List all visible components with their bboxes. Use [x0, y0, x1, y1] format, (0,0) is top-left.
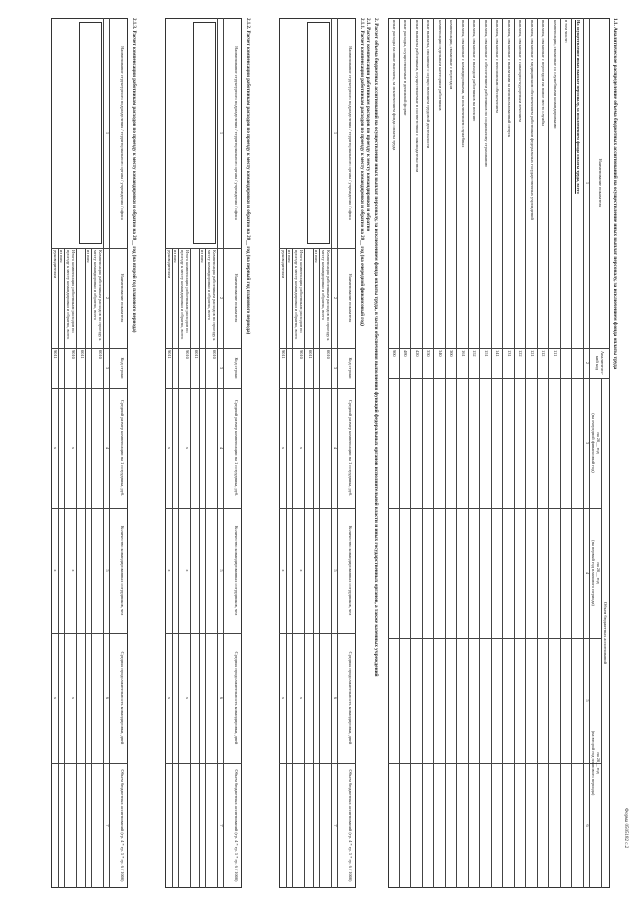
- calc-row-code: 9010: [299, 350, 304, 359]
- calc-value-cell[interactable]: [206, 763, 218, 888]
- column-number: 2: [585, 361, 590, 365]
- section1-value-cell[interactable]: [515, 763, 527, 888]
- calc-col-number: 5: [105, 569, 110, 572]
- calc-value-cell[interactable]: [314, 508, 320, 633]
- section1-row-code: 112: [541, 350, 547, 357]
- calc-value-cell[interactable]: x: [53, 446, 58, 450]
- calc-row-code: 0011: [80, 350, 85, 359]
- calc-value-cell[interactable]: [86, 508, 92, 633]
- section1-value-cell[interactable]: [527, 638, 539, 763]
- section1-value-cell[interactable]: [446, 638, 458, 763]
- column-number: 5: [585, 699, 590, 702]
- calc-value-cell[interactable]: [279, 763, 287, 888]
- form-number: Форма 0505182 с.2: [623, 808, 628, 849]
- section1-row-name: выплаты, связанные с санаторно-курортным лечением: [518, 20, 524, 122]
- calc-value-cell[interactable]: [77, 508, 86, 633]
- calc-value-cell[interactable]: x: [299, 446, 304, 450]
- calc-value-cell[interactable]: [59, 388, 65, 508]
- subdivision-input[interactable]: [79, 22, 102, 244]
- section1-value-cell[interactable]: [469, 763, 481, 888]
- section1-row-name: выплаты, связанные с выходом работников на пенсию: [472, 20, 478, 122]
- calc-col-number: 6: [333, 696, 338, 700]
- section1-row-name: компенсации, связанные со служебными командировками: [553, 20, 558, 129]
- calc-head-cell: Средний размер компенсации на 1 сотрудника, руб.: [120, 399, 125, 497]
- section1-value-cell[interactable]: [573, 378, 585, 508]
- calc-col-number: 6: [219, 696, 224, 700]
- calc-value-cell[interactable]: [293, 763, 305, 888]
- calc-head-cell: Количество командированных сотрудников, чел: [120, 525, 125, 616]
- calc-row-name: руководителям: [167, 250, 172, 278]
- calc-head-cell: Средний размер компенсации на 1 сотрудника, руб.: [234, 399, 239, 497]
- section1-value-cell[interactable]: [527, 763, 539, 888]
- section1-value-cell[interactable]: [435, 508, 447, 638]
- section1-row-code: 420: [415, 350, 420, 357]
- section1-value-cell[interactable]: [561, 638, 573, 763]
- section1-value-cell[interactable]: [389, 378, 401, 508]
- section1-row-name: компенсации отдельным категориям работников: [438, 20, 443, 111]
- calc-col-number: 4: [219, 446, 224, 450]
- calc-value-cell[interactable]: [305, 388, 314, 508]
- calc-value-cell[interactable]: [92, 763, 104, 888]
- head-year2-sub: (на первый год планового периода): [591, 540, 596, 606]
- section1-value-cell[interactable]: [515, 508, 527, 638]
- calc-value-cell[interactable]: x: [281, 696, 286, 700]
- calc-col-number: 2: [105, 296, 110, 300]
- section1-value-cell[interactable]: [561, 763, 573, 888]
- calc-value-cell[interactable]: x: [53, 696, 58, 700]
- calc-value-cell[interactable]: [287, 508, 293, 633]
- section1-value-cell[interactable]: [400, 638, 412, 763]
- section1-row-code: 350: [426, 350, 432, 357]
- section1-value-cell[interactable]: [435, 378, 447, 508]
- section1-value-cell[interactable]: [458, 638, 470, 763]
- calc-row-name: Итого компенсация работникам расходов по проезду к месту командировки и обратно, всего: [294, 250, 304, 340]
- calc-value-cell[interactable]: [191, 633, 200, 763]
- column-number: 3: [585, 441, 590, 445]
- calc-value-cell[interactable]: x: [167, 446, 172, 450]
- calc-value-cell[interactable]: [320, 388, 332, 508]
- calc-value-cell[interactable]: x: [281, 446, 286, 450]
- section1-value-cell[interactable]: [538, 638, 550, 763]
- calc-value-cell[interactable]: [320, 508, 332, 633]
- section1-value-cell[interactable]: [435, 763, 447, 888]
- section1-value-cell[interactable]: [458, 378, 470, 508]
- calc-value-cell[interactable]: [200, 388, 206, 508]
- calc-value-cell[interactable]: [314, 388, 320, 508]
- calc-value-cell[interactable]: [165, 763, 173, 888]
- calc-value-cell[interactable]: [206, 633, 218, 763]
- calc-value-cell[interactable]: [65, 763, 77, 888]
- calc-value-cell[interactable]: [77, 763, 86, 888]
- subdivision-input[interactable]: [307, 22, 330, 244]
- calc-row-name: Компенсация работникам расходов по проезду к месту командировки и обратно, всего: [321, 250, 331, 341]
- calc-value-cell[interactable]: [173, 763, 179, 888]
- head-year3: на 20__ год: [596, 752, 601, 774]
- calc-row-name: руководителям: [53, 250, 58, 278]
- calc-head-cell: Наименование показателя: [120, 273, 125, 323]
- calc-row-name: из них:: [86, 250, 91, 264]
- calc-col-number: 4: [105, 446, 110, 450]
- calc-col-number: 5: [219, 569, 224, 572]
- section1-value-cell[interactable]: [573, 763, 585, 888]
- calc-value-cell[interactable]: [59, 633, 65, 763]
- subdivision-input[interactable]: [193, 22, 216, 244]
- section1-row-code: 152: [472, 350, 478, 357]
- section1-row-name: выплаты, связанные с обеспечением работников по социальному страхованию: [484, 20, 489, 167]
- calc-head-cell: Средняя продолжительность командировки, дней: [348, 651, 353, 745]
- calc-head-cell: Объем бюджетных ассигнований (гр. 4 * гр. 5 * гр. 6 / 1000): [120, 769, 125, 882]
- calc-value-cell[interactable]: [173, 633, 179, 763]
- head-name: Наименование показателя: [598, 158, 603, 208]
- section1-value-cell[interactable]: [573, 508, 585, 638]
- calc-value-cell[interactable]: [314, 633, 320, 763]
- section1-value-cell[interactable]: [550, 638, 562, 763]
- calc-row-name: [77, 248, 86, 348]
- calc-value-cell[interactable]: [86, 633, 92, 763]
- calc-value-cell[interactable]: [191, 508, 200, 633]
- section1-value-cell[interactable]: [469, 638, 481, 763]
- calc-value-cell[interactable]: [86, 763, 92, 888]
- calc-value-cell[interactable]: [305, 763, 314, 888]
- calc-head-cell: Наименование структурного подразделения / территориального органа / учреждения / офиса: [234, 46, 239, 220]
- calc-head-cell: Средний размер компенсации на 1 сотрудника, руб.: [348, 399, 353, 497]
- section1-value-cell[interactable]: [423, 508, 435, 638]
- form-page: [22, 18, 628, 888]
- calc-value-cell[interactable]: [287, 388, 293, 508]
- calc-row-code: 9010: [71, 350, 76, 359]
- calc-row-name: из них:: [314, 250, 319, 264]
- calc-head-cell: Количество командированных сотрудников, чел: [348, 525, 353, 616]
- calc-value-cell[interactable]: x: [281, 569, 286, 572]
- section1-value-cell[interactable]: [538, 508, 550, 638]
- section1-row-code: [573, 348, 583, 378]
- section1-value-cell[interactable]: [550, 763, 562, 888]
- section1-value-cell[interactable]: [504, 763, 516, 888]
- calc-value-cell[interactable]: x: [185, 446, 190, 450]
- calc-row-name: из них:: [173, 250, 178, 264]
- calc-value-cell[interactable]: [77, 388, 86, 508]
- head-year1: на 20__ год: [596, 432, 601, 454]
- section1-value-cell[interactable]: [504, 638, 516, 763]
- calc-row-code: 0010: [212, 350, 217, 359]
- section1-value-cell[interactable]: [550, 508, 562, 638]
- section1-value-cell[interactable]: [492, 378, 504, 508]
- calc-value-cell[interactable]: [59, 763, 65, 888]
- column-number: 1: [585, 181, 590, 185]
- section1-value-cell[interactable]: [481, 763, 493, 888]
- calc-row-name: Итого компенсация работникам расходов по проезду к месту командировки и обратно, всего: [180, 250, 190, 340]
- section1-title: 1.1. Аналитическое распределение объема бюджетных ассигнований на осуществление иных выплат персоналу, за исключением фонда оплаты труда: [612, 18, 618, 370]
- section1-row-code: [561, 348, 571, 378]
- calc-row-code: 9010: [185, 350, 190, 359]
- section1-value-cell[interactable]: [481, 638, 493, 763]
- calc-row-code: 0010: [326, 350, 331, 359]
- calc-value-cell[interactable]: x: [71, 569, 76, 572]
- calc-row-code: 9011: [281, 350, 286, 359]
- calc-table-title: 2.1.3. Расчет компенсации работникам расходов по проезду к месту командировки и обратно на 20__ год (на второй год планового периода): [131, 18, 136, 333]
- section1-row-code: 300: [449, 350, 455, 357]
- section1-value-cell[interactable]: [481, 378, 493, 508]
- section2-title: 2. Расчет объема бюджетных ассигнований на осуществление иных выплат персоналу, за исключением фонда оплаты труда, в части обеспечения выполнения функций федеральных органов исполнительной власти и иных государственных органов, а также казенных учреждений: [373, 18, 379, 677]
- section1-value-cell[interactable]: [423, 763, 435, 888]
- calc-head-cell: Средняя продолжительность командировки, дней: [234, 651, 239, 745]
- calc-row-name: из них:: [59, 250, 64, 264]
- column-number: 4: [585, 571, 590, 575]
- calc-value-cell[interactable]: [92, 388, 104, 508]
- calc-col-number: 7: [333, 824, 338, 827]
- section1-row-code: 121: [530, 350, 535, 357]
- calc-row-code: [200, 348, 206, 388]
- section1-row-name: иные расходы, осуществляемые в денежной форме: [403, 20, 409, 116]
- section1-row-name: выплаты, связанные с командировками, за исключением служебных: [461, 20, 466, 148]
- section1-row-code: 161: [461, 350, 466, 357]
- calc-value-cell[interactable]: [51, 763, 59, 888]
- section1-value-cell[interactable]: [389, 508, 401, 638]
- calc-col-number: 2: [333, 296, 338, 300]
- section1-value-cell[interactable]: [458, 508, 470, 638]
- head-code: Аналитичес-кий код: [595, 351, 605, 375]
- section1-value-cell[interactable]: [400, 763, 412, 888]
- calc-value-cell[interactable]: [92, 508, 104, 633]
- section1-row-code: 122: [518, 350, 524, 357]
- calc-row-name: Компенсация работникам расходов по проезду к месту командировки и обратно, всего: [93, 250, 103, 341]
- calc-value-cell[interactable]: [191, 763, 200, 888]
- section1-value-cell[interactable]: [412, 378, 424, 508]
- calc-col-number: 7: [105, 824, 110, 827]
- section1-row-name: выплаты, связанные с выплатами за неиспользованный отпуск: [507, 20, 512, 138]
- section1-row-code: 340: [438, 350, 443, 357]
- calc-value-cell[interactable]: [305, 633, 314, 763]
- calc-col-number: 1: [333, 131, 338, 135]
- calc-head-cell: Код строки: [120, 357, 125, 379]
- section1-value-cell[interactable]: [412, 763, 424, 888]
- calc-row-code: [59, 348, 65, 388]
- section1-row-code: 900: [392, 350, 397, 357]
- calc-value-cell[interactable]: [206, 388, 218, 508]
- calc-head-cell: Объем бюджетных ассигнований (гр. 4 * гр. 5 * гр. 6 / 1000): [348, 769, 353, 882]
- calc-value-cell[interactable]: [77, 633, 86, 763]
- calc-row-code: [314, 348, 320, 388]
- section1-row-code: 111: [553, 350, 558, 357]
- section1-value-cell[interactable]: [412, 638, 424, 763]
- section1-value-cell[interactable]: [469, 378, 481, 508]
- calc-value-cell[interactable]: [320, 633, 332, 763]
- calc-value-cell[interactable]: x: [71, 446, 76, 450]
- head-year2: на 20__ год: [596, 562, 601, 584]
- section1-value-cell[interactable]: [412, 508, 424, 638]
- section1-row-name: На осуществление иных выплат персоналу, за исключением фонда оплаты труда, всего: [576, 20, 581, 194]
- calc-row-name: [305, 248, 314, 348]
- calc-row-code: 0011: [194, 350, 199, 359]
- calc-head-cell: Наименование структурного подразделения / территориального органа / учреждения / офиса: [348, 46, 353, 220]
- head-obem: Объем бюджетных ассигнований: [603, 602, 608, 664]
- calc-value-cell[interactable]: x: [185, 696, 190, 700]
- calc-head-cell: Объем бюджетных ассигнований (гр. 4 * гр. 5 * гр. 6 / 1000): [234, 769, 239, 882]
- section1-value-cell[interactable]: [446, 378, 458, 508]
- calc-value-cell[interactable]: [173, 508, 179, 633]
- calc-value-cell[interactable]: [305, 508, 314, 633]
- calc-value-cell[interactable]: x: [299, 696, 304, 700]
- column-number: 6: [585, 824, 590, 827]
- calc-row-code: 0011: [308, 350, 313, 359]
- head-year1-sub: (на очередной финансовый год): [591, 413, 596, 473]
- calc-head-cell: Средняя продолжительность командировки, дней: [120, 651, 125, 745]
- head-year3-sub: (на второй год планового периода): [591, 730, 596, 796]
- section1-row-name: выплаты, связанные с медицинским обеспечением работников федеральных государственных учреждений: [530, 20, 535, 220]
- calc-col-number: 7: [219, 824, 224, 827]
- section1-value-cell[interactable]: [423, 638, 435, 763]
- calc-head-cell: Наименование показателя: [348, 273, 353, 323]
- calc-value-cell[interactable]: [191, 388, 200, 508]
- calc-value-cell[interactable]: x: [167, 696, 172, 700]
- calc-row-name: из них:: [287, 250, 292, 264]
- calc-value-cell[interactable]: [320, 763, 332, 888]
- calc-value-cell[interactable]: [287, 633, 293, 763]
- calc-value-cell[interactable]: [86, 388, 92, 508]
- section1-value-cell[interactable]: [446, 508, 458, 638]
- calc-row-code: [287, 348, 293, 388]
- section1-value-cell[interactable]: [527, 508, 539, 638]
- section1-value-cell[interactable]: [561, 378, 573, 508]
- section1-row-name: выплаты, связанные с пенсионным обеспечением: [495, 20, 501, 113]
- section1-value-cell[interactable]: [573, 638, 585, 763]
- calc-value-cell[interactable]: [200, 633, 206, 763]
- calc-value-cell[interactable]: [179, 763, 191, 888]
- calc-table-title: 2.1.2. Расчет компенсации работникам расходов по проезду к месту командировки и обратно на 20__ год (на первый год планового периода): [245, 18, 250, 335]
- section1-value-cell[interactable]: [469, 508, 481, 638]
- calc-row-name: Итого компенсация работникам расходов по проезду к месту командировки и обратно, всего: [66, 250, 76, 340]
- section1-value-cell[interactable]: [504, 508, 516, 638]
- section1-row-code: 151: [484, 350, 489, 357]
- calc-row-code: [86, 348, 92, 388]
- section1-value-cell[interactable]: [492, 763, 504, 888]
- calc-value-cell[interactable]: x: [71, 696, 76, 700]
- section1-value-cell[interactable]: [504, 378, 516, 508]
- section1-row-name: выплаты, связанные с переездом на новое место службы: [541, 20, 547, 126]
- calc-col-number: 2: [219, 296, 224, 300]
- calc-row-name: Компенсация работникам расходов по проезду к месту командировки и обратно, всего: [207, 250, 217, 341]
- section1-value-cell[interactable]: [435, 638, 447, 763]
- calc-value-cell[interactable]: [206, 508, 218, 633]
- calc-row-name: из них:: [200, 250, 205, 264]
- calc-value-cell[interactable]: [200, 508, 206, 633]
- calc-col-number: 3: [219, 366, 224, 370]
- section1-value-cell[interactable]: [515, 378, 527, 508]
- calc-value-cell[interactable]: [287, 763, 293, 888]
- calc-head-cell: Наименование структурного подразделения / территориального органа / учреждения / офиса: [120, 46, 125, 220]
- calc-value-cell[interactable]: [59, 508, 65, 633]
- section1-value-cell[interactable]: [538, 378, 550, 508]
- calc-col-number: 1: [219, 131, 224, 135]
- calc-value-cell[interactable]: x: [167, 569, 172, 572]
- calc-col-number: 1: [105, 131, 110, 135]
- section1-value-cell[interactable]: [481, 508, 493, 638]
- calc-value-cell[interactable]: [92, 633, 104, 763]
- calc-row-code: 9011: [53, 350, 58, 359]
- section1-value-cell[interactable]: [492, 638, 504, 763]
- calc-head-cell: Количество командированных сотрудников, чел: [234, 525, 239, 616]
- calc-value-cell[interactable]: [200, 763, 206, 888]
- section1-row-name: в том числе:: [564, 20, 570, 43]
- section1-row-code: 141: [495, 350, 501, 357]
- section1-row-name: иные выплаты работникам, осуществляемые в соответствии с законодательством: [415, 20, 420, 173]
- calc-col-number: 6: [105, 696, 110, 700]
- calc-row-name: руководителям: [281, 250, 286, 278]
- section1-value-cell[interactable]: [550, 378, 562, 508]
- calc-head-cell: Код строки: [348, 357, 353, 379]
- calc-head-cell: Наименование показателя: [234, 273, 239, 323]
- section1-value-cell[interactable]: [446, 763, 458, 888]
- section1-value-cell[interactable]: [492, 508, 504, 638]
- calc-table-title: 2.1.1. Расчет компенсации работникам расходов по проезду к месту командировки и обратно на 20__ год (на очередной финансовый год): [359, 18, 364, 326]
- calc-row-name: [191, 248, 200, 348]
- calc-row-code: 9011: [167, 350, 172, 359]
- section1-row-name: компенсации, связанные с переездом: [449, 20, 455, 90]
- section1-row-code: 480: [403, 350, 409, 357]
- calc-col-number: 4: [333, 446, 338, 450]
- calc-value-cell[interactable]: x: [299, 569, 304, 572]
- calc-col-number: 3: [333, 366, 338, 370]
- calc-value-cell[interactable]: x: [185, 569, 190, 572]
- section1-value-cell[interactable]: [458, 763, 470, 888]
- calc-col-number: 3: [105, 366, 110, 370]
- section2-subtitle: 2.1. Расчет компенсации работникам расходов по проезду к месту командировки и обратно: [365, 18, 371, 232]
- calc-row-code: [173, 348, 179, 388]
- section1-row-name: иные выплаты, связанные с осуществлением трудовой деятельности: [426, 20, 432, 149]
- calc-col-number: 5: [333, 569, 338, 572]
- calc-head-cell: Код строки: [234, 357, 239, 379]
- section1-value-cell[interactable]: [400, 378, 412, 508]
- section1-value-cell[interactable]: [538, 763, 550, 888]
- section1-value-cell[interactable]: [527, 378, 539, 508]
- section1-value-cell[interactable]: [423, 378, 435, 508]
- section1-row-code: 131: [507, 350, 512, 357]
- section1-value-cell[interactable]: [389, 763, 401, 888]
- section1-value-cell[interactable]: [400, 508, 412, 638]
- section1-value-cell[interactable]: [515, 638, 527, 763]
- calc-value-cell[interactable]: [314, 763, 320, 888]
- calc-value-cell[interactable]: x: [53, 569, 58, 572]
- section1-value-cell[interactable]: [561, 508, 573, 638]
- section1-value-cell[interactable]: [389, 638, 401, 763]
- calc-value-cell[interactable]: [173, 388, 179, 508]
- section1-row-name: иные расходы на иные выплаты, за исключением фонда оплаты труда: [392, 20, 397, 151]
- calc-row-code: 0010: [98, 350, 103, 359]
